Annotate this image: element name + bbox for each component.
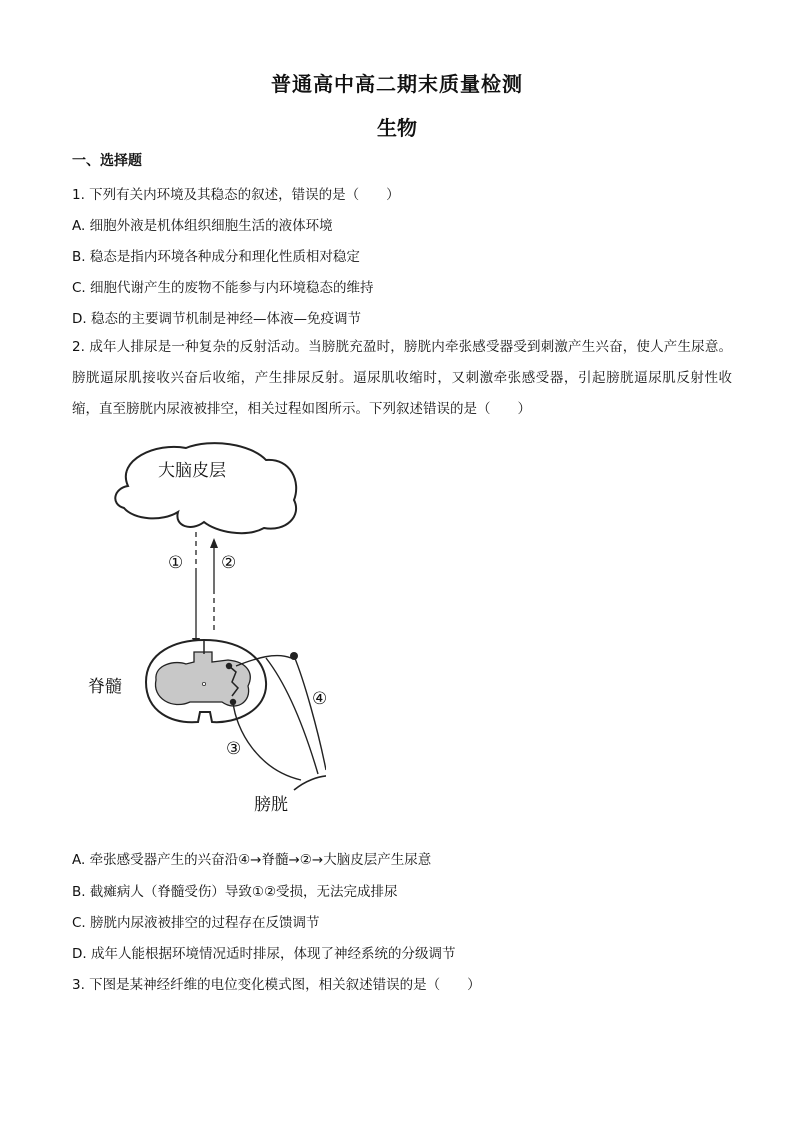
nerve-4 xyxy=(294,656,326,770)
bladder xyxy=(294,776,326,790)
q2-option-c: C. 膀胱内尿液被排空的过程存在反馈调节 xyxy=(72,915,320,931)
q2-option-b: B. 截瘫病人（脊髓受伤）导致①②受损，无法完成排尿 xyxy=(72,884,398,900)
central-canal xyxy=(202,682,205,685)
q1-option-d: D. 稳态的主要调节机制是神经—体液—免疫调节 xyxy=(72,311,361,327)
section-heading: 一、选择题 xyxy=(72,153,142,169)
q2-option-a: A. 牵张感受器产生的兴奋沿④→脊髓→②→大脑皮层产生尿意 xyxy=(72,852,432,868)
marker-3: ③ xyxy=(226,739,242,759)
q2-stem: 2. 成年人排尿是一种复杂的反射活动。当膀胱充盈时，膀胱内牵张感受器受到刺激产生兴奋，使人产生尿意。膀胱逼尿肌接收兴奋后收缩，产生排尿反射。逼尿肌收缩时，又刺激牵张感受器，引起膀胱逼尿肌反射性收缩，直至膀胱内尿液被排空，相关过程如图所示。下列叙述错误的是（ ） xyxy=(72,339,732,417)
marker-2: ② xyxy=(221,553,237,573)
q1-option-c: C. 细胞代谢产生的废物不能参与内环境稳态的维持 xyxy=(72,280,374,296)
brain-outline xyxy=(115,443,296,533)
nerve-4-inner xyxy=(266,658,318,774)
spinal-label: 脊髓 xyxy=(88,677,122,697)
reflex-diagram-svg xyxy=(86,440,326,830)
q1-option-b: B. 稳态是指内环境各种成分和理化性质相对稳定 xyxy=(72,249,360,265)
q1-option-a: A. 细胞外液是机体组织细胞生活的液体环境 xyxy=(72,218,333,234)
subject-title: 生物 xyxy=(377,116,417,140)
pathway-2-arrowhead xyxy=(210,538,218,548)
reflex-diagram xyxy=(86,440,326,830)
bladder-label: 膀胱 xyxy=(254,795,288,815)
q3-stem: 3. 下图是某神经纤维的电位变化模式图，相关叙述错误的是（ ） xyxy=(72,977,481,993)
cortex-label: 大脑皮层 xyxy=(158,461,226,481)
marker-1: ① xyxy=(168,553,184,573)
page-title: 普通高中高二期末质量检测 xyxy=(271,72,523,96)
marker-4: ④ xyxy=(312,689,326,709)
q1-stem: 1. 下列有关内环境及其稳态的叙述，错误的是（ ） xyxy=(72,187,400,203)
q2-option-d: D. 成年人能根据环境情况适时排尿，体现了神经系统的分级调节 xyxy=(72,946,456,962)
